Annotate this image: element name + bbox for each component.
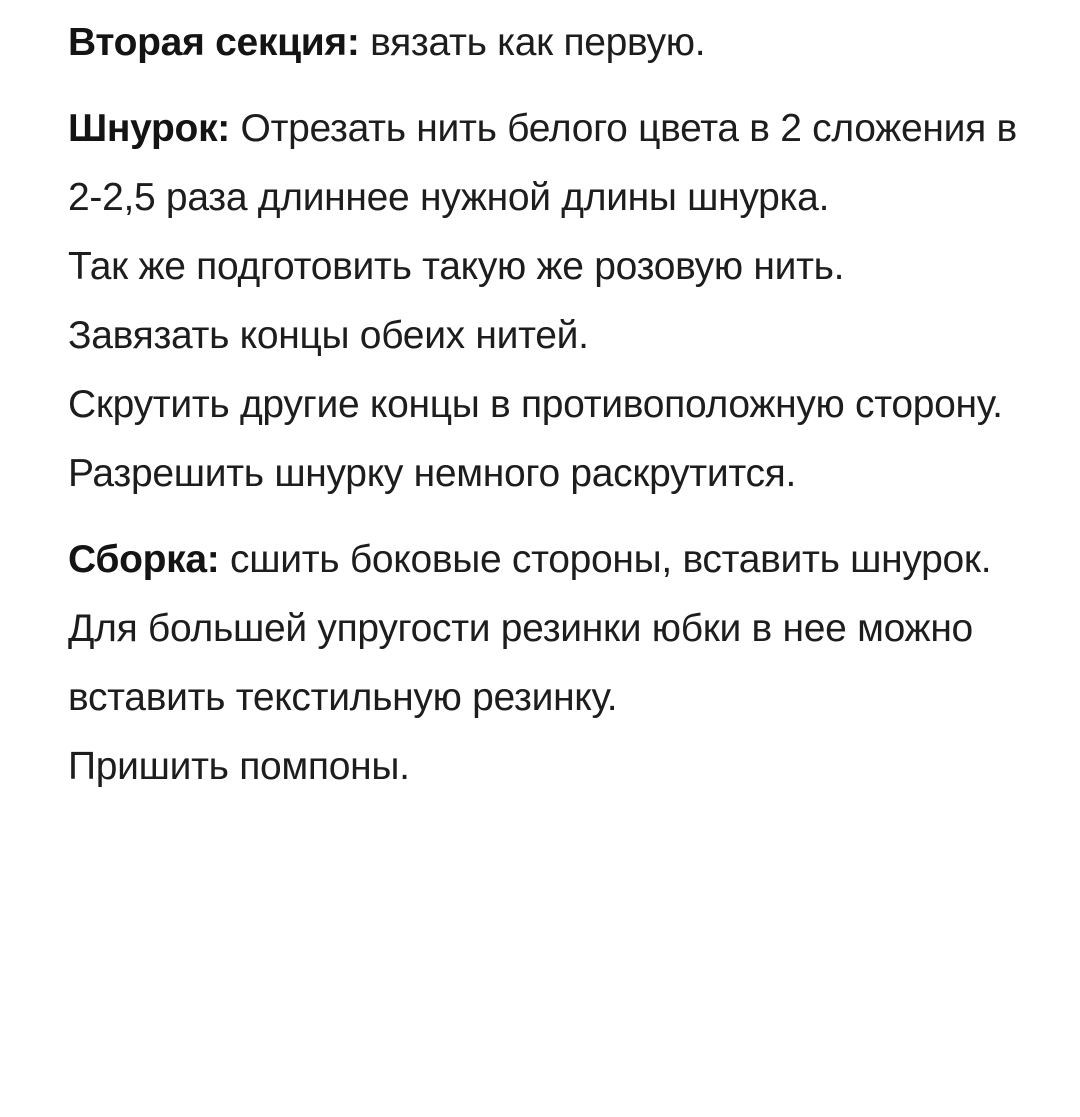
section-text: сшить боковые стороны, вставить шнурок. xyxy=(230,538,992,581)
section-text: Скрутить другие концы в противоположную сторону. xyxy=(68,383,1003,426)
section-term: Вторая секция: xyxy=(68,21,360,64)
section-second-part xyxy=(68,8,1058,77)
section-assembly xyxy=(68,525,1058,801)
section-text: Пришить помпоны. xyxy=(68,745,410,788)
section-text: Так же подготовить такую же розовую нить. xyxy=(68,245,845,288)
section-text: Разрешить шнурку немного раскрутится. xyxy=(68,452,797,495)
section-term: Шнурок: xyxy=(68,107,230,150)
section-text: Для большей упругости резинки юбки в нее можно вставить текстильную резинку. xyxy=(68,607,973,719)
section-text: Завязать концы обеих нитей. xyxy=(68,314,589,357)
instructions-document xyxy=(68,8,1058,801)
section-cord xyxy=(68,94,1058,508)
section-text: Отрезать нить белого цвета в 2 сложения в 2-2,5 раза длиннее нужной длины шнурка. xyxy=(68,107,1017,219)
section-term: Сборка: xyxy=(68,538,220,581)
section-text: вязать как первую. xyxy=(370,21,706,64)
